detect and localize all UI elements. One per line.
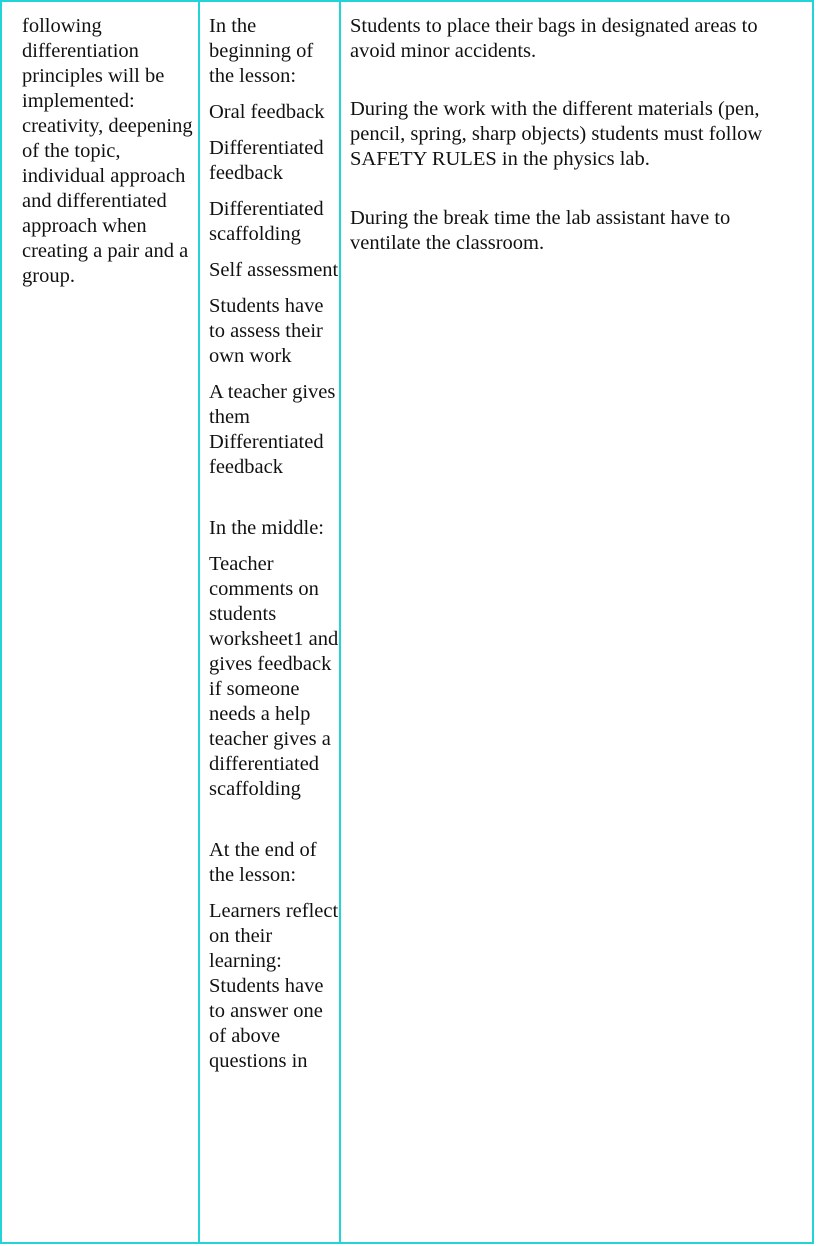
- health-safety-column: [339, 2, 812, 1242]
- beginning-item: Self assessment: [209, 259, 339, 281]
- safety-paragraph: During the break time the lab assistant have to ventilate the classroom.: [350, 207, 731, 254]
- end-item: Learners reflect on their learning: Students have to answer one of above questions in: [209, 900, 339, 1072]
- beginning-item: Students have to assess their own work: [209, 295, 324, 367]
- safety-paragraph: Students to place their bags in designated areas to avoid minor accidents.: [350, 15, 758, 62]
- assessment-column: [198, 2, 339, 1242]
- beginning-heading: In the beginning of the lesson:: [209, 15, 314, 87]
- middle-item: Teacher comments on students worksheet1 and gives feedback if someone needs a help teacher gives a differentiated scaffolding: [209, 553, 339, 800]
- beginning-item: Differentiated feedback: [209, 137, 324, 184]
- differentiation-column: [2, 2, 198, 1242]
- beginning-item: Differentiated scaffolding: [209, 198, 324, 245]
- middle-heading: In the middle:: [209, 517, 325, 539]
- safety-paragraph: During the work with the different materials (pen, pencil, spring, sharp objects) students must follow SAFETY RULES in the physics lab.: [350, 98, 763, 170]
- beginning-item: A teacher gives them Differentiated feedback: [209, 381, 336, 478]
- beginning-item: Oral feedback: [209, 101, 325, 123]
- differentiation-text: following differentiation principles will be implemented: creativity, deepening of the topic, individual approach and differentiated approach when creating a pair and a group.: [22, 15, 193, 287]
- end-heading: At the end of the lesson:: [209, 839, 317, 886]
